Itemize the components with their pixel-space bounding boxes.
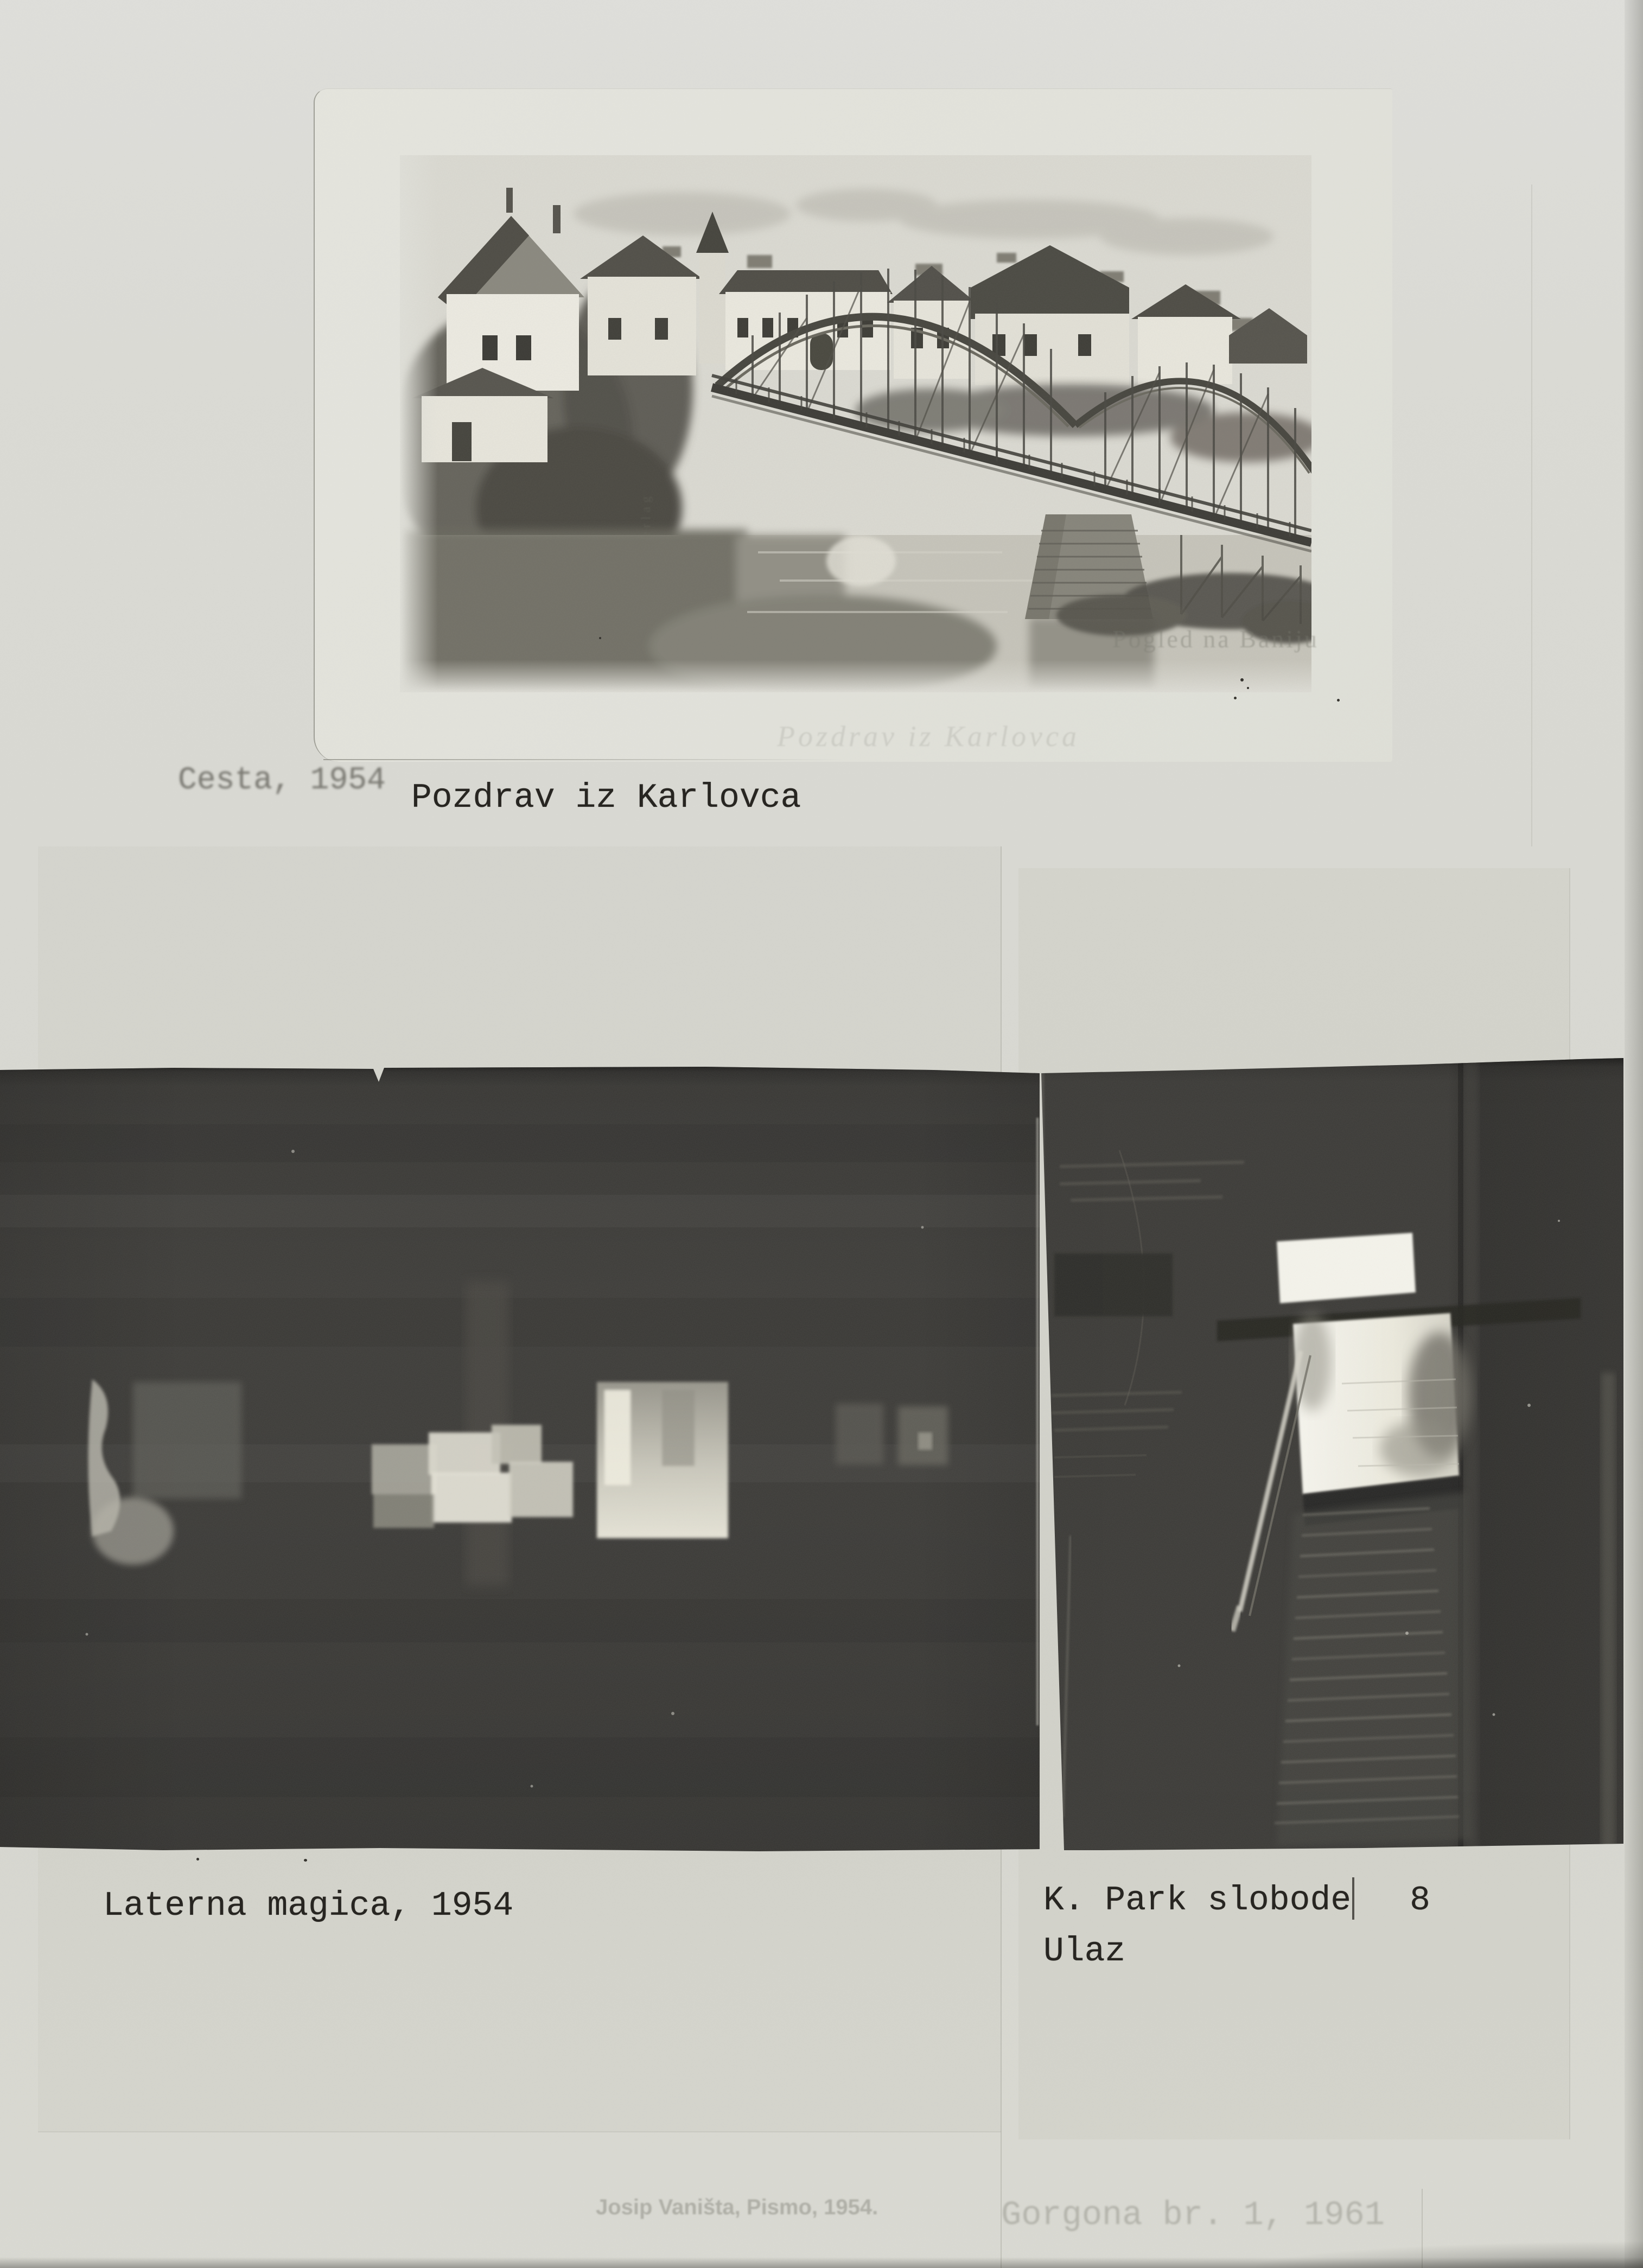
ghost-backing-edge-postcard xyxy=(1531,184,1532,846)
ink-speck xyxy=(1234,697,1237,699)
typed-bar-mark xyxy=(1352,1877,1354,1920)
ink-speck xyxy=(599,637,601,639)
gallery-photo-left xyxy=(0,1065,1040,1852)
ink-speck xyxy=(304,1859,307,1862)
postcard-publisher-ghost: 2277. Verlag xyxy=(639,492,653,604)
caption-ulaz: Ulaz xyxy=(1043,1932,1126,1971)
photo-seam-scratch xyxy=(1036,1118,1039,1725)
bleedthrough-upper-left: Cesta, 1954 xyxy=(178,763,386,798)
ink-speck xyxy=(196,1858,199,1861)
caption-pozdrav: Pozdrav iz Karlovca xyxy=(411,779,801,817)
caption-park-slobode-line xyxy=(1043,1875,1430,1926)
page-number: 8 xyxy=(1410,1881,1430,1920)
postcard-corner-caption-ghost: Pogled na Baniju xyxy=(1112,625,1319,653)
ink-speck xyxy=(1240,678,1244,681)
postcard xyxy=(314,88,1392,762)
caption-park-slobode: K. Park slobode xyxy=(1043,1881,1352,1920)
bleedthrough-gorgona: Gorgona br. 1, 1961 xyxy=(1001,2196,1385,2234)
ghost-sheet-edge-bottom-left xyxy=(38,2131,1001,2132)
page-edge-corner-shadow xyxy=(1248,2241,1643,2268)
postcard-printed-title-ghost: Pozdrav iz Karlovca xyxy=(777,720,1080,753)
bleedthrough-josip-vanista: Josip Vaništa, Pismo, 1954. xyxy=(596,2195,878,2219)
ink-speck xyxy=(1337,699,1340,702)
bridge-photo xyxy=(400,155,1311,692)
page-edge-right xyxy=(1625,0,1643,2268)
postcard-bottom-edge xyxy=(323,759,844,760)
gallery-photo-right xyxy=(1038,1058,1623,1852)
caption-laterna-magica: Laterna magica, 1954 xyxy=(103,1887,514,1925)
ink-speck xyxy=(1247,687,1249,689)
